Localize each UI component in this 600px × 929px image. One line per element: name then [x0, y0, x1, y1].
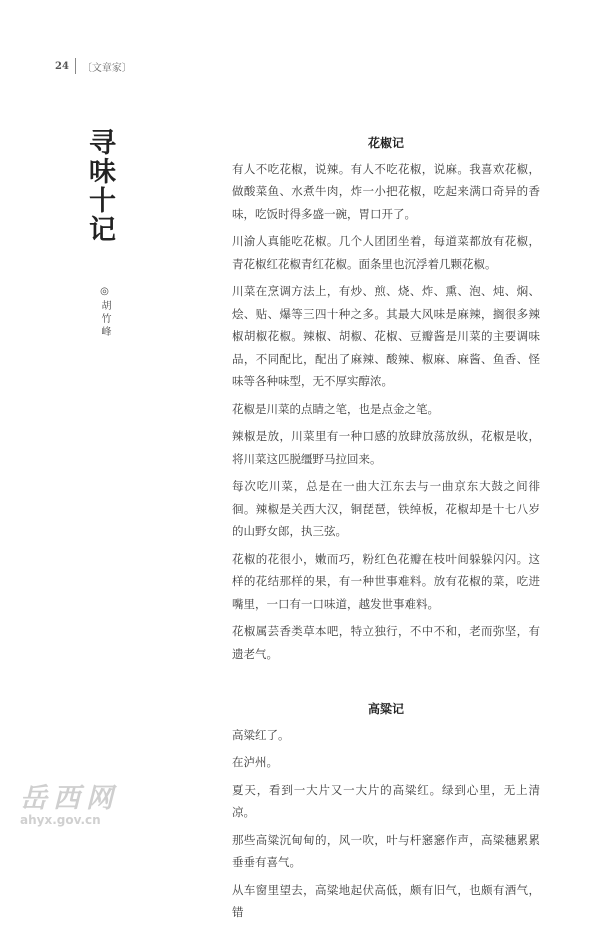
title-column — [86, 128, 126, 244]
article-body — [232, 132, 540, 929]
section-title: 高粱记 — [367, 702, 404, 716]
author-name: ◎胡竹峰 — [99, 286, 110, 339]
paragraph: 花椒的花很小，嫩而巧，粉红色花瓣在枝叶间躲躲闪闪。这样的花结那样的果，有一种世事难料。放有花椒的菜，吃进嘴里，一口有一口味道，越发世事难料。 — [232, 551, 540, 611]
article-title: 寻味十记 — [84, 128, 115, 244]
paragraph: 那些高粱沉甸甸的，风一吹，叶与杆窸窸作声，高粱穗累累垂垂有喜气。 — [232, 832, 540, 869]
paragraph: 川渝人真能吃花椒。几个人团团坐着，每道菜都放有花椒，青花椒红花椒青红花椒。面条里也沉浮着几颗花椒。 — [232, 234, 540, 271]
site-watermark — [20, 785, 160, 827]
section-title: 花椒记 — [367, 136, 404, 150]
page-number: 24 — [55, 60, 69, 72]
paragraph: 夏天，看到一大片又一大片的高粱红。绿到心里，无上清凉。 — [232, 782, 540, 819]
paragraph: 花椒属芸香类草本吧，特立独行，不中不和，老而弥坚，有遗老气。 — [232, 624, 540, 661]
paragraph: 花椒是川菜的点睛之笔，也是点金之笔。 — [232, 401, 439, 416]
section-gap — [232, 670, 540, 698]
page-header — [55, 58, 132, 74]
watermark-logo: 岳西网 — [20, 783, 119, 814]
section-huajiao — [232, 132, 540, 665]
header-divider — [75, 58, 76, 74]
watermark-url: ahyx.gov.cn — [20, 813, 101, 827]
section-gaoliang — [232, 698, 540, 924]
paragraph: 有人不吃花椒，说辣。有人不吃花椒，说麻。我喜欢花椒，做酸菜鱼、水煮牛肉，炸一小把花椒，吃起来满口奇异的香味，吃饭时得多盛一碗，胃口开了。 — [232, 161, 540, 221]
paragraph: 辣椒是放，川菜里有一种口感的放肆放荡放纵，花椒是收，将川菜这匹脱缰野马拉回来。 — [232, 429, 540, 466]
paragraph: 在泸州。 — [232, 755, 278, 769]
paragraph: 从车窗里望去，高粱地起伏高低，颇有旧气，也颇有酒气，错 — [232, 882, 540, 919]
paragraph: 川菜在烹调方法上，有炒、煎、烧、炸、熏、泡、炖、焖、烩、贴、爆等三四十种之多。其最大风味是麻辣，搁很多辣椒胡椒花椒。辣椒、胡椒、花椒、豆瓣酱是川菜的主要调味品，不同配比，配出了麻辣、酸辣、椒麻、麻酱、鱼香、怪味等各种味型，无不厚实醇浓。 — [232, 284, 540, 388]
paragraph: 每次吃川菜，总是在一曲大江东去与一曲京东大鼓之间徘徊。辣椒是关西大汉，铜琵琶，铁绰板，花椒却是十七八岁的山野女郎，执三弦。 — [232, 479, 540, 538]
paragraph: 高粱红了。 — [232, 727, 290, 742]
section-label: 〔文章家〕 — [81, 62, 132, 74]
